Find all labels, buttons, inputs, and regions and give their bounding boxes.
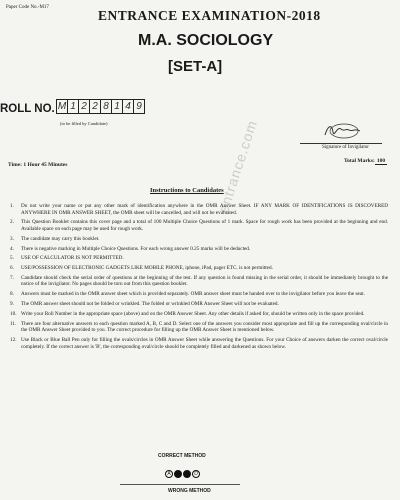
instruction-item: 6. USE/POSSESSION OF ELECTRONIC GADGETS LIKE MOBILE PHONE, iphone, iPad, pager ETC. is not permitted.: [10, 265, 273, 272]
instruction-item: 12. Use Black or Blue Ball Pen only for filling the ovals/circles in OMR Answer Sheet while answering the Questions. For your Choice of answers darken the correct oval/circle completely. If the correct answer is 'B', the corresponding oval/circle should be completely filled and darkened as shown below.: [10, 336, 388, 350]
exam-duration: Time: 1 Hour 45 Minutes: [8, 162, 68, 168]
invigilator-signature-scribble: [322, 120, 364, 142]
instruction-item: 5. USE OF CALCULATOR IS NOT PERMITTED.: [10, 255, 124, 262]
answer-bubble: D: [192, 470, 200, 478]
instruction-item: 3. The candidate may carry this booklet.: [10, 235, 100, 242]
exam-title: ENTRANCE EXAMINATION-2018: [98, 8, 321, 23]
correct-method-bubbles: [165, 470, 200, 478]
signature-line: [300, 143, 382, 144]
roll-number-note: (to be filled by Candidate): [60, 121, 108, 126]
instruction-item: 11. There are four alternative answers to each question marked A, B, C and D. Select one of the answers you consider most appropriate and fill up the corresponding oval/circle in the OMR Answer Sheet provided to you. The correct procedure for filling up the OMR Answer Sheet is mentioned below.: [10, 320, 388, 334]
wrong-method-label: WRONG METHOD: [168, 488, 211, 494]
paper-code: Paper Code No.-M17: [6, 5, 49, 10]
roll-digit-box[interactable]: 4: [122, 99, 134, 114]
instruction-item: 10. Write your Roll Number in the appropriate space (above) and on the OMR Answer Sheet. Any other details if asked for, should be written only in the space provided.: [10, 310, 365, 317]
roll-number-boxes[interactable]: [56, 99, 144, 114]
set-label: [SET-A]: [168, 58, 223, 75]
total-marks-value: 100: [376, 158, 386, 164]
signature-label: Signature of Invigilator: [322, 145, 369, 150]
instruction-item: 8. Answers must be marked in the OMR answer sheet which is provided separately. OMR answer sheet must be handed over to the invigilator before you leave the seat.: [10, 291, 365, 298]
instruction-item: 7. Candidate should check the serial order of questions at the beginning of the test. If any question is found missing in the serial order, it should be immediately brought to the notice of the invigilator. No pages should be torn out from this question booklet.: [10, 274, 388, 288]
answer-bubble-filled: B: [174, 470, 182, 478]
total-marks: [344, 158, 387, 164]
roll-digit-box[interactable]: 9: [133, 99, 145, 114]
correct-method-label: CORRECT METHOD: [158, 453, 206, 459]
roll-number-label: ROLL NO.: [0, 103, 55, 115]
instructions-heading: Instructions to Candidates: [150, 187, 224, 194]
divider: [120, 484, 240, 485]
answer-bubble-filled: C: [183, 470, 191, 478]
roll-digit-box[interactable]: 2: [78, 99, 90, 114]
instruction-item: 9. The OMR answer sheet should not be folded or wrinkled. The folded or wrinkled OMR Answer Sheet will not be evaluated.: [10, 301, 279, 308]
roll-digit-box[interactable]: 1: [111, 99, 123, 114]
roll-digit-box[interactable]: 1: [67, 99, 79, 114]
roll-digit-box[interactable]: 2: [89, 99, 101, 114]
subject-title: M.A. SOCIOLOGY: [138, 32, 274, 49]
instructions-list: [10, 203, 388, 353]
watermark: entrance.com: [215, 117, 261, 215]
answer-bubble: A: [165, 470, 173, 478]
instruction-item: 1. Do not write your name or put any other mark of identification anywhere in the OMR Answer Sheet. IF ANY MARK OF IDENTIFICATIONS IS DISCOVERED ANYWHERE IN OMR ANSWER SHEET, the OMR sheet will be cancelled, and will not be evaluated.: [10, 203, 388, 216]
instruction-item: 4. There is negative marking in Multiple Choice Questions. For each wrong answer 0.25 marks will be deducted.: [10, 245, 251, 252]
roll-digit-box[interactable]: 8: [100, 99, 112, 114]
roll-digit-box[interactable]: M: [57, 101, 67, 112]
instruction-item: 2. This Question Booklet contains this cover page and a total of 100 Multiple Choice Questions of 1 mark. Space for rough work has been provided at the beginning and end. Available space on each page may be used for rough work.: [10, 219, 388, 232]
total-marks-label: Total Marks:: [344, 158, 375, 164]
